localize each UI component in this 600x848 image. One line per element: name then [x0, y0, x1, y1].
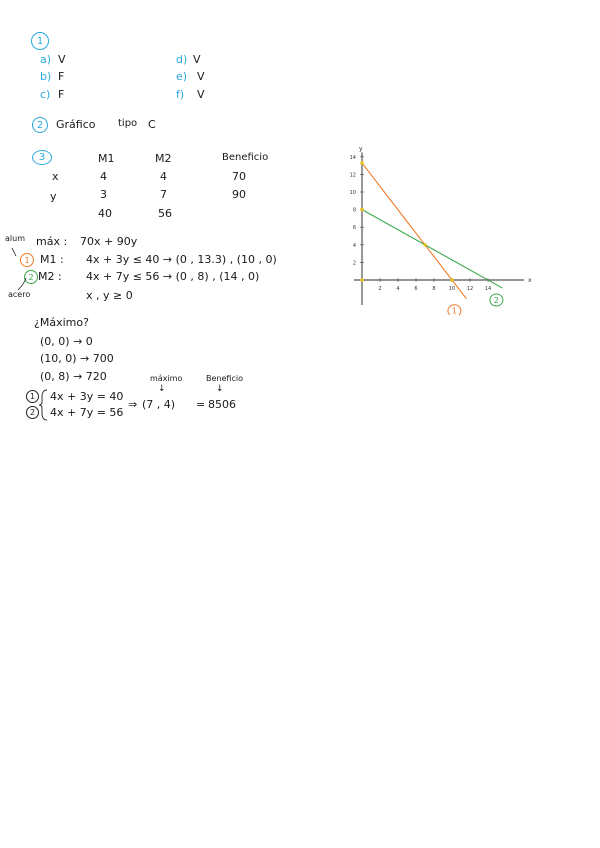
maximo-title: ¿Máximo?: [34, 316, 89, 329]
max-label: máx :: [36, 235, 68, 248]
objective-function: 70x + 90y: [80, 235, 138, 248]
y-tick-label: 12: [349, 172, 356, 179]
optimal-point: (7 , 4): [142, 398, 176, 411]
eval-10-0: (10, 0) → 700: [40, 352, 114, 365]
answer-d-value: V: [193, 53, 201, 66]
system-eq-2: 4x + 7y = 56: [50, 406, 124, 419]
answer-a-value: V: [58, 53, 66, 66]
section-2-marker: [32, 117, 48, 133]
x-tick-label: 6: [414, 286, 418, 292]
vertex-point: [360, 278, 364, 282]
y-tick-label: 10: [349, 190, 356, 196]
answer-b-letter: b): [40, 70, 52, 83]
answer-d-letter: d): [176, 53, 188, 66]
eval-origin: (0, 0) → 0: [40, 335, 93, 348]
y-tick-label: 4: [352, 242, 356, 249]
arrow-to-m1: [12, 248, 16, 256]
result-arrow: ⇒: [128, 398, 138, 411]
answer-e-letter: e): [176, 70, 188, 83]
x-axis-label: x: [528, 277, 532, 284]
vertex-point: [450, 278, 454, 282]
series-label-1: 1: [451, 306, 457, 315]
header-m2: M2: [155, 152, 172, 165]
vertex-point: [360, 208, 364, 212]
y-tick-label: 2: [352, 260, 356, 267]
system-marker-2-number: 2: [29, 408, 36, 417]
beneficio-note-arrow: ↓: [216, 384, 224, 394]
section-2-text: Gráfico: [56, 118, 96, 131]
section-1-number: 1: [36, 35, 44, 47]
series-line-2: [362, 210, 502, 288]
row-label-x: x: [52, 170, 59, 183]
y-tick-label: 8: [352, 207, 356, 214]
nonneg-constraint: x , y ≥ 0: [86, 289, 133, 302]
section-2-tipo: tipo: [118, 118, 138, 129]
series-line-1: [362, 163, 466, 299]
system-eq-1: 4x + 3y = 40: [50, 390, 124, 403]
m2-constraint: 4x + 7y ≤ 56 → (0 , 8) , (14 , 0): [86, 270, 260, 283]
eval-0-8: (0, 8) → 720: [40, 370, 107, 383]
system-brace: [38, 388, 50, 422]
answer-f-value: V: [197, 88, 205, 101]
series-label-2: 2: [493, 296, 499, 306]
vertex-point: [423, 243, 427, 247]
y-tick-label: 6: [352, 225, 356, 232]
header-m1: M1: [98, 152, 115, 165]
optimal-benefit: 8506: [208, 398, 236, 411]
section-3-marker: [32, 150, 52, 165]
answer-e-value: V: [197, 70, 205, 83]
section-2-number: 2: [36, 119, 44, 131]
steel-note: acero: [8, 290, 31, 299]
system-marker-1-number: 1: [29, 392, 36, 401]
m1-label: M1 :: [40, 253, 64, 266]
y-axis-label: y: [359, 145, 363, 153]
m1-marker-number: 1: [24, 255, 30, 265]
beneficio-note: Beneficio: [206, 374, 243, 383]
section-3-number: 3: [38, 152, 46, 163]
feasible-region-chart: [330, 145, 570, 315]
system-brace-path: [39, 390, 47, 420]
row-x-m1: 4: [100, 170, 107, 183]
row-y-m2: 7: [160, 188, 167, 201]
x-tick-label: 8: [432, 286, 436, 292]
x-tick-label: 2: [378, 286, 382, 292]
x-tick-label: 4: [396, 286, 400, 292]
max-note-arrow: ↓: [158, 384, 166, 394]
row-x-m2: 4: [160, 170, 167, 183]
row-label-y: y: [50, 190, 57, 203]
m2-label: M2 :: [38, 270, 62, 283]
header-beneficio: Beneficio: [222, 152, 269, 163]
x-tick-label: 12: [466, 286, 474, 292]
answer-c-value: F: [58, 88, 65, 101]
result-equals: =: [196, 398, 206, 411]
x-tick-label: 10: [448, 286, 456, 292]
answer-c-letter: c): [40, 88, 51, 101]
x-tick-label: 14: [484, 286, 492, 292]
section-1-marker: [31, 32, 49, 50]
arrow-to-m2: [18, 278, 26, 290]
m2-marker-number: 2: [28, 272, 34, 282]
vertex-point: [360, 161, 364, 165]
m1-constraint: 4x + 3y ≤ 40 → (0 , 13.3) , (10 , 0): [86, 253, 277, 266]
answer-a-letter: a): [40, 53, 52, 66]
row-y-beneficio: 90: [232, 188, 246, 201]
total-m2: 56: [158, 207, 172, 220]
section-2-type: C: [148, 118, 156, 131]
aluminium-note: alum: [5, 234, 25, 243]
model-brace-arrows: [2, 240, 42, 300]
max-note: máximo: [150, 374, 183, 383]
total-m1: 40: [98, 207, 112, 220]
answer-f-letter: f): [176, 88, 185, 101]
row-y-m1: 3: [100, 188, 107, 201]
answer-b-value: F: [58, 70, 65, 83]
row-x-beneficio: 70: [232, 170, 246, 183]
y-tick-label: 14: [349, 154, 356, 161]
